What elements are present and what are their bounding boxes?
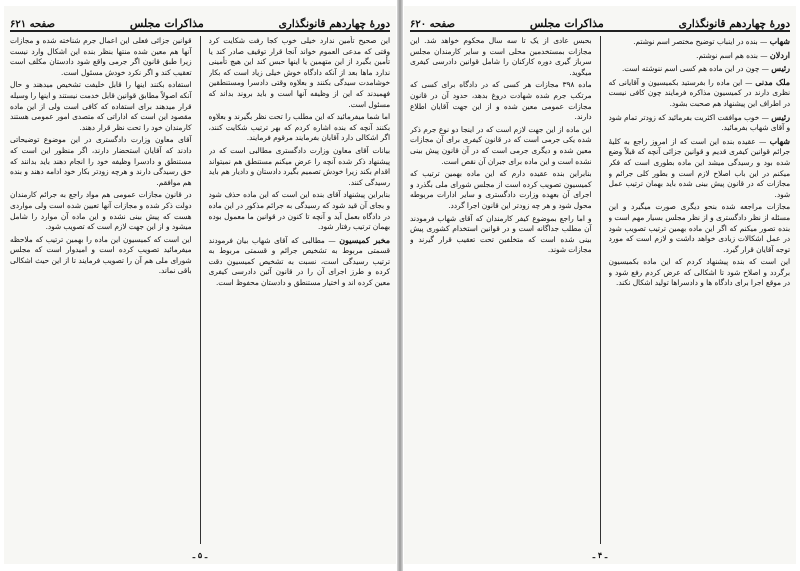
paragraph: در قانون مجازات عمومی هم مواد راجع به جرائم کارمندان دولت ذکر شده و مجازات آنها تعیین شده است ولی مواردی هست که پیش بینی نشده و این ماده آن موارد را شامل میشود و از این جهت لازم است که تصویب شود. [10, 190, 192, 232]
speech-paragraph: ملک مدنی — این ماده را بفرستید بکمیسیون و آقایانی که نظری دارند در کمیسیون مذاکره فرمایند چون کافی نیست در اطراف این پیشنهاد هم صحبت بشود. [608, 76, 790, 108]
paragraph: بنابراین بنده عقیده دارم که این ماده بهمین ترتیب که کمیسیون تصویب کرده است از مجلس شورای ملی بگذرد و اجرای آن بعهده وزارت دادگستری و سایر ادارات مربوطه محول شود و هر چه زودتر این قانون اجرا گردد. [410, 169, 592, 210]
book-gutter [397, 0, 403, 571]
speaker-name: رئیس [771, 111, 790, 122]
speaker-name: ملک مدنی [755, 76, 790, 87]
column-divider [600, 36, 601, 544]
right-page-number: صفحه ۶۲۰ [410, 19, 455, 30]
left-page-right-column [209, 36, 391, 544]
right-page-header [410, 8, 790, 32]
right-page-left-column [410, 36, 592, 544]
speech-text: بنده هم اسم نوشتم. [696, 50, 758, 60]
left-magazine-title: مذاکرات مجلس [129, 17, 204, 30]
paragraph: این ماده از این جهت لازم است که در اینجا دو نوع جرم ذکر شده یکی جرمی است که در قانون کیفری برای آن مجازات معین شده و دیگری جرمی است که در آن قانون پیش بینی نشده است و این ماده برای جبران آن نقص است. [410, 124, 592, 166]
left-page-columns [10, 36, 390, 544]
speech-text: چون در این ماده هم کسی اسم ننوشته است. [621, 64, 760, 74]
left-series-title: دورهٔ چهاردهم قانونگذاری [278, 18, 390, 30]
left-page-left-column [10, 36, 192, 544]
speech-paragraph: رئیس — خوب موافقت اکثریت بفرمائید که زودتر تمام شود و آقای شهاب بفرمائید. [608, 111, 790, 133]
speech-text: عقیده بنده این است که از امروز راجع به کلیهٔ جرائم قوانین کیفری قدیم و قوانین جزائی آنچه که قبلاً وضع شده بود و رسیدگی میشد این ماده بطوری است که فکر میکنم در این باب اصلاح لازم است و بطور کلی جرائم و مجازات که در قانون پیش بینی شده باید بهمان ترتیب عمل شود. [608, 136, 790, 199]
speaker-name: مخبر کمیسیون [339, 234, 390, 245]
right-page-footer: ـ ۴ ـ [592, 550, 608, 560]
speech-paragraph: اردلان — بنده هم اسم نوشتم. [696, 49, 790, 60]
speech-text: بنده در اینباب توضیح مختصر اسم نوشتم. [633, 37, 758, 46]
left-page [4, 6, 396, 564]
speech-paragraph: رئیس — چون در این ماده هم کسی اسم ننوشته است. [621, 63, 790, 74]
right-magazine-title: مذاکرات مجلس [529, 17, 604, 30]
paragraph: استفاده بکنند اینها را قابل خلیفت تشخیص میدهند و حال آنکه اصولاً مطابق قوانین قابل خدمت نیستند و اینها را وسیله قرار میدهند برای استفاده که کافی است ولی از این ماده مقصود این است که اداراتی که متصدی امور عمومی هستند کارمندان خود را تحت نظر قرار دهند. [10, 80, 192, 132]
left-page-header [10, 8, 390, 32]
paragraph: این صحیح تأمین ندارد خیلی خوب کجا رفت شکایت کرد وقتی که مدعی العموم خواند آنجا قرار توقیف صادر کند یا تأمین بگیرد از این متهمین یا اینها حبس کند این هیچ تأمینی ندارد ماها بعد از آنکه دادگاه خوش خیلی زیاد است که بکار خوشامدت سیدگی بکنند و بعلاوه وقتی دادسرا ومستنطقین فهمیدند که این از وظیفه آنها است و باید بروند بداند که مسئول است. [208, 36, 390, 109]
right-page-columns [410, 36, 790, 544]
paragraph: مخبر کمیسیون — مطالبی که آقای شهاب بیان فرمودند قسمتی مربوط به تشخیص جرائم و قسمتی مربوط به ترتیب رسیدگی است، نسبت به تشخیص کمیسیون دقت کرده و طرز اجرای آن را در قانون آئین دادرسی کیفری معین کرده اند و اختیار مستنطق و دادستان محفوظ است. [208, 234, 390, 288]
speech-text: خوب موافقت اکثریت بفرمائید که زودتر تمام شود و آقای شهاب بفرمائید. [608, 112, 790, 133]
column-divider [200, 36, 201, 544]
speech-text: این ماده را بفرستید بکمیسیون و آقایانی که نظری دارند در کمیسیون مذاکره فرمایند چون کافی نیست در اطراف این پیشنهاد هم صحبت بشود. [608, 77, 790, 108]
right-page-right-column [609, 36, 791, 544]
speaker-name: شهاب [769, 36, 790, 46]
paragraph: اما شما میفرمائید که این مطلب را تحت نظر بگیرند و بعلاوه بکنند آنچه که بنده اشاره کردم که بهر ترتیب شکایت کنند، اگر اشکالی دارد آقایان بفرمایند مرقوم فرمایند. [208, 112, 390, 143]
speaker-name: رئیس [771, 63, 790, 74]
right-page [404, 6, 796, 564]
paragraph: این است که بنده پیشنهاد کردم که این ماده بکمیسیون برگردد و اصلاح شود تا اشکالی که عرض کردم رفع شود و در موقع اجرا برای دادگاه ها و دادسراها تولید اشکال نکند. [608, 257, 790, 288]
paragraph: بحبس عادی از یک تا سه سال محکوم خواهد شد. این مجازات بمستخدمین محلی است و سایر کارمندان مجلس سرباز گیری دوره کارکنان را شامل قوانین دادرسی کیفری میگوید. [410, 36, 592, 77]
speech-paragraph: شهاب — بنده در اینباب توضیح مختصر اسم نوشتم. [633, 36, 790, 46]
paragraph: مجازات مراجعه شده بنحو دیگری صورت میگیرد و این مسئله از نظر دادگستری و از نظر مجلس بسیار مهم است و بنده تصور میکنم که اگر این ماده بهمین ترتیب تصویب شود در عمل اشکالات زیادی خواهد داشت و لازم است که مورد توجه آقایان قرار گیرد. [608, 202, 790, 254]
paragraph: این است که کمیسیون این ماده را بهمین ترتیب که ملاحظه میفرمائید تصویب کرده است و امیدوار است که مجلس شورای ملی هم آن را تصویب فرمایند تا از این حیث اشکالی باقی نماند. [10, 234, 192, 276]
left-page-footer: ـ ۵ ـ [192, 550, 208, 560]
paragraph: ماده ۳۹۸ مجازات هر کسی که در دادگاه برای کسی که مرتکب جرم شده شهادت دروغ بدهد، حدود آن در قانون مجازات عمومی معین شده و از این جهت آقایان اطلاع دارند. [410, 80, 592, 122]
paragraph: و اما راجع بموضوع کیفر کارمندان که آقای شهاب فرمودند آن مطلب جداگانه است و در قوانین استخدام کشوری پیش بینی شده است که متخلفین تحت تعقیب قرار گیرند و مجازات شوند. [410, 213, 592, 255]
speaker-name: اردلان [769, 49, 790, 60]
paragraph: قوانین جزائی فعلی این اعمال جرم شناخته شده و مجازات آنها هم معین شده منتها بنظر بنده این اشکال وارد نیست زیرا طبق قانون اگر جرمی واقع شود دادستان مکلف است تعقیب کند و اگر نکرد خودش مسئول است. [10, 36, 192, 77]
paragraph: آقای معاون وزارت دادگستری در این موضوع توضیحاتی دادند که آقایان استحضار دارند، اگر منظور این است که مستنطق و دادسرا وظیفه خود را انجام دهند باید بدانند که حق رسیدگی دارند و هرچه زودتر بکار خود ادامه دهند و بنده هم موافقم. [10, 135, 192, 187]
paragraph: بنابراین پیشنهاد آقای بنده این است که این ماده حذف شود و بجای آن قید شود که رسیدگی به جرائم مذکور در این ماده در دادگاه بعمل آید و آنچه تا کنون در قوانین ما معمول بوده بهمان ترتیب رفتار شود. [208, 190, 390, 232]
left-page-number: صفحه ۶۲۱ [10, 19, 55, 30]
speech-text: مطالبی که آقای شهاب بیان فرمودند قسمتی مربوط به تشخیص جرائم و قسمتی مربوط به ترتیب رسیدگی است، نسبت به تشخیص کمیسیون دقت کرده و طرز اجرای آن را در قانون آئین دادرسی کیفری معین کرده اند و اختیار مستنطق و دادستان محفوظ است. [208, 235, 390, 288]
paragraph: بیانات آقای معاون وزارت دادگستری مطالبی است که در پیشنهاد ذکر شده آنچه را عرض میکنم مستنطق هم نمیتواند اقدام بکند زیرا خودش تصمیم بگیرد دادستان و دادیار هم باید رسیدگی کنند. [208, 145, 390, 187]
right-series-title: دورهٔ چهاردهم قانونگذاری [678, 18, 790, 30]
speaker-name: شهاب [769, 135, 790, 146]
speech-paragraph: شهاب — عقیده بنده این است که از امروز راجع به کلیهٔ جرائم قوانین کیفری قدیم و قوانین جزائی آنچه که قبلاً وضع شده بود و رسیدگی میشد این ماده بطوری است که فکر میکنم در این باب اصلاح لازم است و بطور کلی جرائم و مجازات که در قانون پیش بینی شده باید بهمان ترتیب عمل شود. [608, 135, 790, 199]
